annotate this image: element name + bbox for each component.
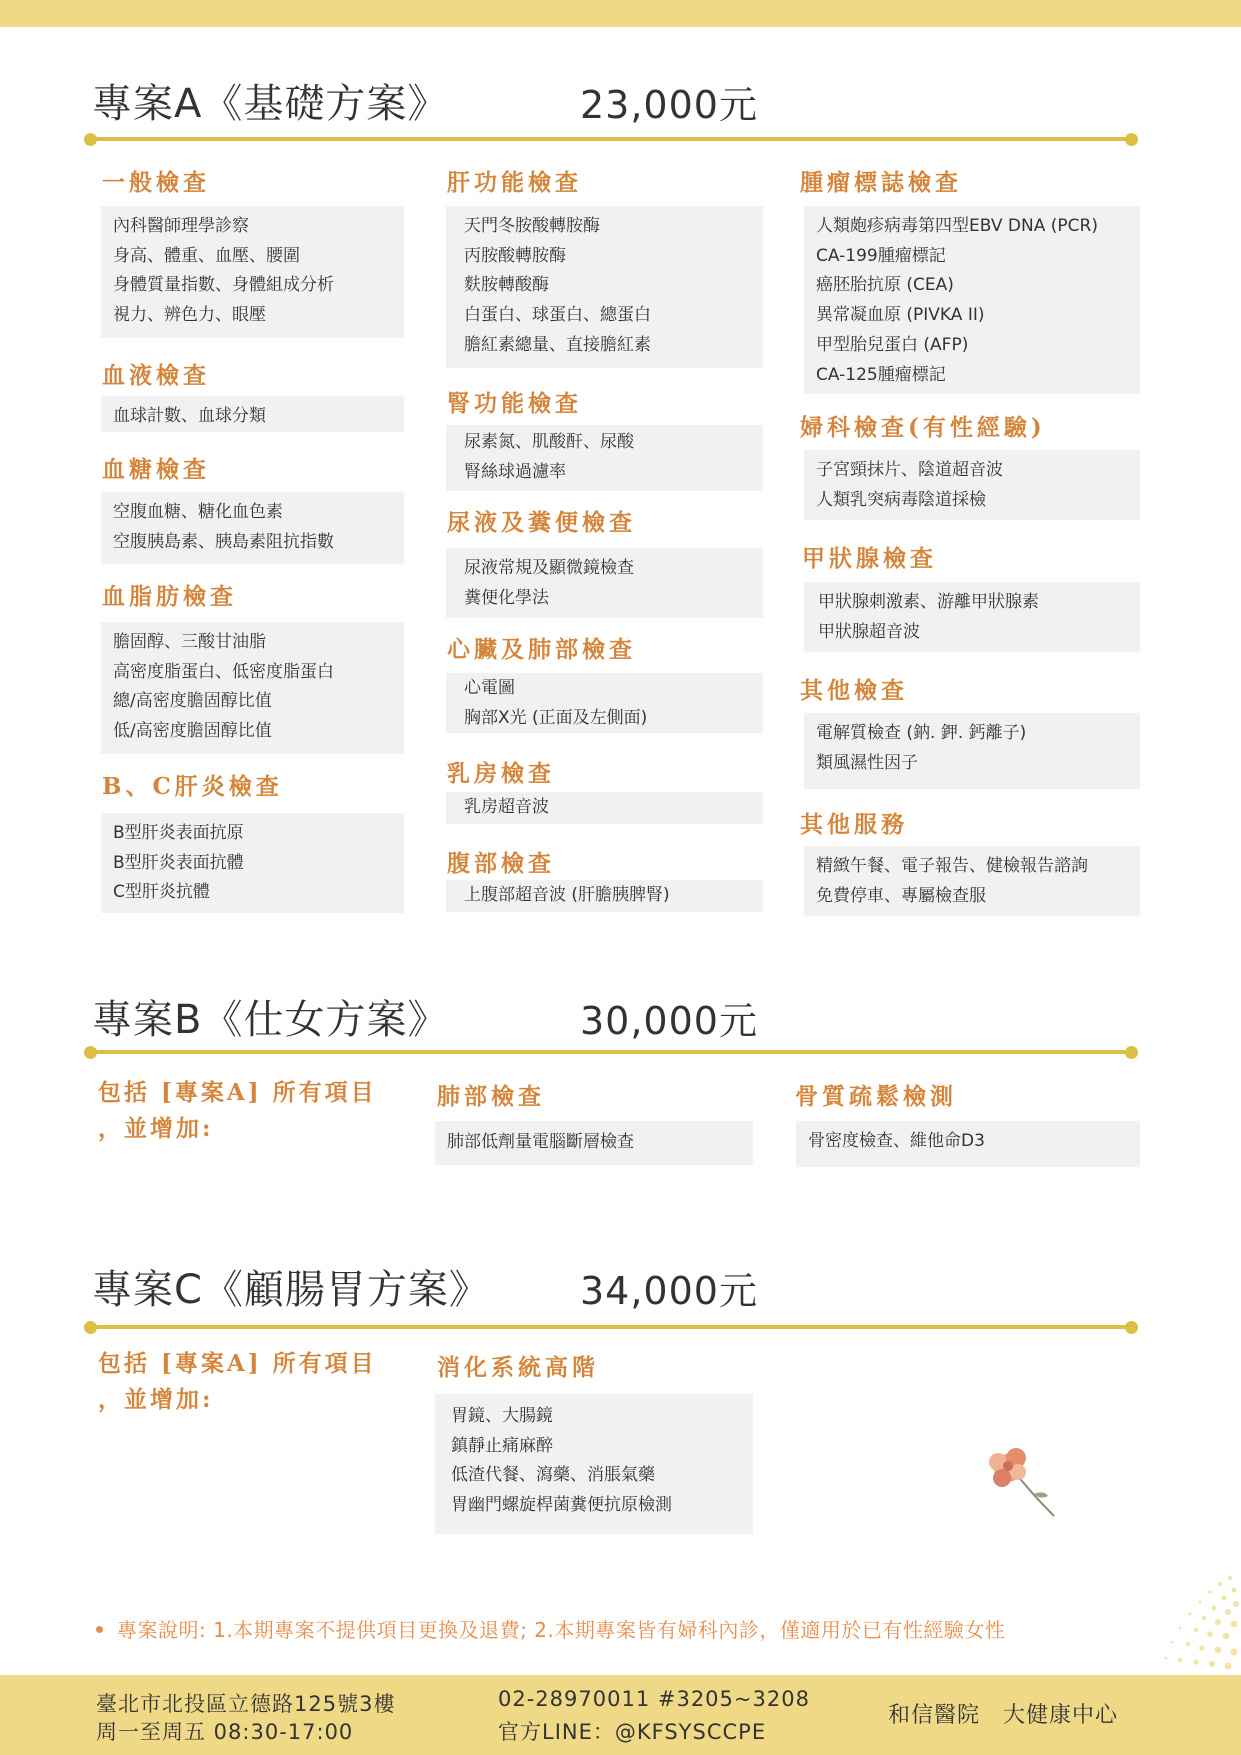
plan-c-divider bbox=[85, 1325, 1132, 1329]
section-title: 乳房檢查 bbox=[447, 760, 555, 787]
section-hepatitis-exam-items bbox=[101, 813, 404, 913]
section-other-exam bbox=[800, 672, 1105, 705]
list-item: B型肝炎表面抗體 bbox=[113, 852, 244, 873]
section-gynecology-exam bbox=[800, 409, 1105, 442]
section-heart-lung-exam bbox=[447, 631, 752, 664]
section-tumor-marker-exam-items bbox=[804, 206, 1140, 394]
section-kidney-exam bbox=[447, 385, 752, 418]
plan-note-text: 專案說明: 1.本期專案不提供項目更換及退費; 2.本期專案皆有婦科內診，僅適用於已有性經驗女性 bbox=[117, 1618, 1006, 1642]
plan-c-includes-note bbox=[98, 1346, 377, 1418]
list-item: 糞便化學法 bbox=[464, 587, 549, 608]
section-title: B、C肝炎檢查 bbox=[102, 773, 283, 800]
includes-line: 包括 [專案A] 所有項目 bbox=[98, 1079, 377, 1106]
list-item: 心電圖 bbox=[464, 678, 515, 698]
section-abdomen-exam bbox=[447, 845, 752, 878]
section-title: 心臟及肺部檢查 bbox=[447, 636, 636, 663]
plan-b-header bbox=[92, 988, 1152, 1048]
list-item: 身高、體重、血壓、腰圍 bbox=[113, 245, 300, 266]
section-urine-stool-exam-items bbox=[446, 548, 763, 618]
section-title: 消化系統高階 bbox=[437, 1354, 599, 1381]
includes-line: 包括 [專案A] 所有項目 bbox=[98, 1350, 377, 1377]
section-liver-exam-items bbox=[446, 206, 763, 368]
section-urine-stool-exam bbox=[447, 504, 752, 537]
list-item: CA-199腫瘤標記 bbox=[816, 245, 946, 266]
list-item: 高密度脂蛋白、低密度脂蛋白 bbox=[113, 661, 334, 682]
list-item: 子宮頸抹片、陰道超音波 bbox=[816, 460, 1003, 480]
includes-line: ，並增加: bbox=[98, 1115, 214, 1142]
list-item: 胸部X光 (正面及左側面) bbox=[464, 707, 648, 728]
section-lung-exam bbox=[437, 1078, 742, 1111]
plan-b-price: 30,000元 bbox=[580, 999, 758, 1043]
list-item: 尿液常規及顯微鏡檢查 bbox=[464, 558, 634, 578]
list-item: 空腹胰島素、胰島素阻抗指數 bbox=[113, 531, 334, 552]
divider-dot bbox=[1125, 1321, 1138, 1334]
section-general-exam bbox=[102, 164, 407, 197]
list-item: 人類乳突病毒陰道採檢 bbox=[816, 489, 986, 510]
list-item: 甲狀腺超音波 bbox=[818, 621, 920, 642]
section-general-exam-items bbox=[101, 206, 404, 338]
list-item: 人類皰疹病毒第四型EBV DNA (PCR) bbox=[816, 216, 1098, 236]
includes-line: ，並增加: bbox=[98, 1386, 214, 1413]
list-item: 天門冬胺酸轉胺酶 bbox=[464, 216, 600, 236]
plan-b-divider bbox=[85, 1050, 1132, 1054]
list-item: 甲型胎兒蛋白 (AFP) bbox=[816, 334, 969, 355]
section-title: 血脂肪檢查 bbox=[102, 583, 237, 610]
list-item: 乳房超音波 bbox=[464, 797, 549, 817]
list-item: B型肝炎表面抗原 bbox=[113, 823, 244, 843]
section-title: 婦科檢查(有性經驗) bbox=[800, 414, 1046, 441]
section-lung-exam-items bbox=[435, 1121, 753, 1165]
footer-line-id: 官方LINE：@KFSYSCCPE bbox=[498, 1720, 767, 1744]
plan-note bbox=[96, 1614, 1005, 1643]
list-item: 總/高密度膽固醇比值 bbox=[113, 691, 272, 712]
section-breast-exam bbox=[447, 755, 752, 788]
list-item: 免費停車、專屬檢查服 bbox=[816, 885, 986, 906]
section-title: 其他檢查 bbox=[800, 677, 908, 704]
section-other-services bbox=[800, 806, 1105, 839]
list-item: 胃鏡、大腸鏡 bbox=[451, 1406, 553, 1426]
footer bbox=[0, 1675, 1241, 1755]
list-item: 血球計數、血球分類 bbox=[113, 406, 266, 426]
section-lipid-exam-items bbox=[101, 622, 404, 754]
section-title: 甲狀腺檢查 bbox=[802, 545, 937, 572]
section-title: 其他服務 bbox=[800, 811, 908, 838]
plan-c-title: 專案C《顧腸胃方案》 bbox=[92, 1267, 490, 1313]
section-title: 骨質疏鬆檢測 bbox=[795, 1083, 957, 1110]
section-title: 尿液及糞便檢查 bbox=[447, 509, 636, 536]
list-item: 膽固醇、三酸甘油脂 bbox=[113, 632, 266, 652]
list-item: 異常凝血原 (PIVKA II) bbox=[816, 305, 985, 326]
list-item: 尿素氮、肌酸酐、尿酸 bbox=[464, 432, 634, 452]
list-item: 精緻午餐、電子報告、健檢報告諮詢 bbox=[816, 856, 1088, 876]
section-blood-exam bbox=[102, 357, 407, 390]
divider-dot bbox=[84, 1046, 97, 1059]
list-item: 身體質量指數、身體組成分析 bbox=[113, 275, 334, 296]
footer-address: 臺北市北投區立德路125號3樓 bbox=[96, 1692, 396, 1716]
list-item: 胃幽門螺旋桿菌糞便抗原檢測 bbox=[451, 1495, 672, 1516]
list-item: 甲狀腺刺激素、游離甲狀腺素 bbox=[818, 592, 1039, 612]
top-band bbox=[0, 0, 1241, 27]
plan-b-title: 專案B《仕女方案》 bbox=[92, 997, 449, 1043]
list-item: 丙胺酸轉胺酶 bbox=[464, 245, 566, 266]
list-item: 視力、辨色力、眼壓 bbox=[113, 305, 266, 326]
footer-organization: 和信醫院 大健康中心 bbox=[888, 1703, 1119, 1728]
section-gynecology-exam-items bbox=[804, 450, 1140, 520]
list-item: CA-125腫瘤標記 bbox=[816, 364, 946, 385]
section-title: 腹部檢查 bbox=[447, 850, 555, 877]
list-item: 低/高密度膽固醇比值 bbox=[113, 721, 272, 742]
list-item: 腎絲球過濾率 bbox=[464, 461, 566, 482]
plan-a-price: 23,000元 bbox=[580, 83, 758, 127]
list-item: 膽紅素總量、直接膽紅素 bbox=[464, 334, 651, 355]
section-thyroid-exam bbox=[802, 540, 1107, 573]
section-glucose-exam bbox=[102, 451, 407, 484]
list-item: 類風濕性因子 bbox=[816, 752, 918, 773]
list-item: 麩胺轉酸酶 bbox=[464, 275, 549, 296]
section-blood-exam-items bbox=[101, 396, 404, 432]
section-title: 血糖檢查 bbox=[102, 456, 210, 483]
list-item: 內科醫師理學診察 bbox=[113, 216, 249, 236]
divider-dot bbox=[84, 1321, 97, 1334]
list-item: 上腹部超音波 (肝膽胰脾腎) bbox=[464, 885, 670, 905]
section-digestive-advanced bbox=[437, 1349, 742, 1382]
section-other-services-items bbox=[804, 846, 1140, 916]
plan-c-price: 34,000元 bbox=[580, 1269, 758, 1313]
halftone-dots-decoration bbox=[1150, 1570, 1241, 1675]
section-digestive-advanced-items bbox=[435, 1394, 753, 1534]
footer-phone: 02-28970011 #3205~3208 bbox=[498, 1687, 810, 1711]
section-thyroid-exam-items bbox=[804, 582, 1140, 652]
section-abdomen-exam-items bbox=[446, 880, 763, 912]
section-title: 一般檢查 bbox=[102, 169, 210, 196]
section-osteoporosis-exam-items bbox=[796, 1121, 1140, 1167]
list-item: 癌胚胎抗原 (CEA) bbox=[816, 275, 954, 296]
section-other-exam-items bbox=[804, 713, 1140, 789]
divider-dot bbox=[84, 133, 97, 146]
list-item: 鎮靜止痛麻醉 bbox=[451, 1435, 553, 1456]
carnation-flower-icon bbox=[978, 1440, 1070, 1520]
section-tumor-marker-exam bbox=[800, 164, 1105, 197]
footer-hours: 周一至周五 08:30-17:00 bbox=[96, 1720, 354, 1744]
section-osteoporosis-exam bbox=[795, 1078, 1100, 1111]
list-item: 空腹血糖、糖化血色素 bbox=[113, 502, 283, 522]
plan-a-divider bbox=[85, 137, 1132, 141]
section-title: 血液檢查 bbox=[102, 362, 210, 389]
section-glucose-exam-items bbox=[101, 492, 404, 564]
section-breast-exam-items bbox=[446, 792, 763, 824]
section-title: 肺部檢查 bbox=[437, 1083, 545, 1110]
section-title: 腫瘤標誌檢查 bbox=[800, 169, 962, 196]
list-item: 骨密度檢查、維他命D3 bbox=[808, 1131, 985, 1151]
list-item: 白蛋白、球蛋白、總蛋白 bbox=[464, 305, 651, 326]
bullet-icon bbox=[96, 1626, 103, 1633]
section-liver-exam bbox=[447, 164, 752, 197]
section-title: 肝功能檢查 bbox=[447, 169, 582, 196]
list-item: 低渣代餐、瀉藥、消脹氣藥 bbox=[451, 1465, 655, 1486]
plan-c-header bbox=[92, 1258, 1152, 1318]
plan-a-header bbox=[92, 72, 1152, 132]
section-kidney-exam-items bbox=[446, 425, 763, 491]
plan-a-title: 專案A《基礎方案》 bbox=[92, 81, 449, 127]
divider-dot bbox=[1125, 133, 1138, 146]
list-item: C型肝炎抗體 bbox=[113, 882, 210, 903]
section-title: 腎功能檢查 bbox=[447, 390, 582, 417]
list-item: 電解質檢查 (鈉. 鉀. 鈣離子) bbox=[816, 723, 1027, 743]
section-heart-lung-exam-items bbox=[446, 673, 763, 733]
divider-dot bbox=[1125, 1046, 1138, 1059]
section-hepatitis-exam bbox=[102, 768, 407, 801]
list-item: 肺部低劑量電腦斷層檢查 bbox=[447, 1132, 634, 1152]
section-lipid-exam bbox=[102, 578, 407, 611]
plan-b-includes-note bbox=[98, 1075, 377, 1147]
